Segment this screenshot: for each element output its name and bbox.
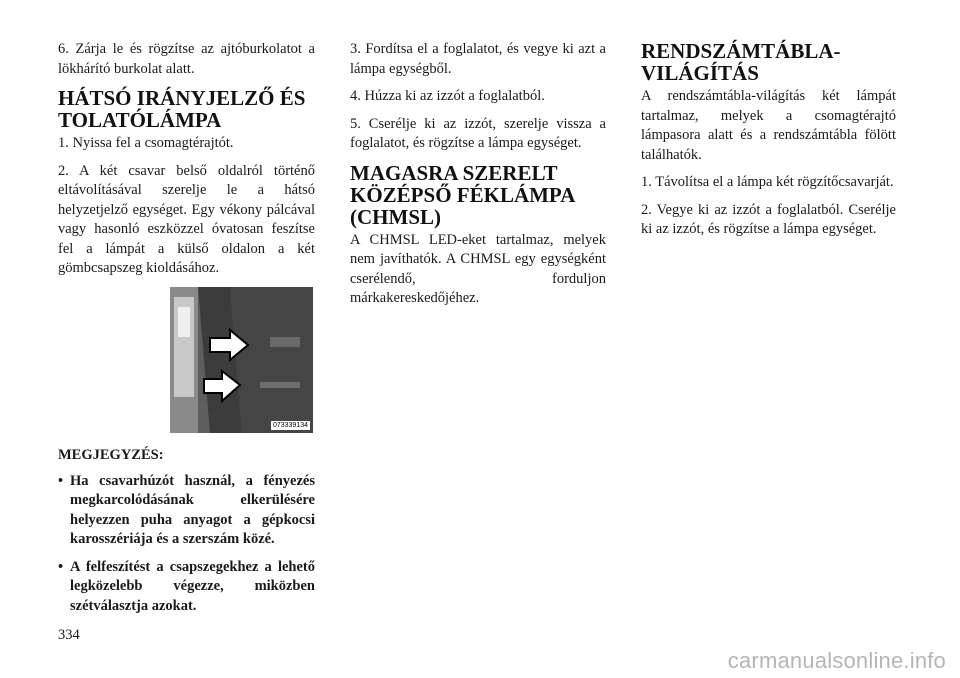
note-title: MEGJEGYZÉS:: [58, 446, 164, 463]
section-heading-license-lamp: RENDSZÁMTÁBLA-VILÁGÍTÁS: [641, 39, 841, 85]
column-1: [58, 40, 315, 624]
license-lamp-body: A rendszámtábla-világítás két lámpát tartalmaz, melyek a csomagtérajtó lámpasora alatt és a rendszámtábla fölött találhatók.: [641, 88, 896, 163]
figure-code: 073339134: [272, 421, 308, 429]
column-2: [350, 40, 606, 317]
section-heading-rear-turn-backup-lamp: HÁTSÓ IRÁNYJELZŐ ÉS TOLATÓLÁMPA: [58, 86, 306, 132]
step-3: 3. Fordítsa el a foglalatot, és vegye ki azt a lámpa egységből.: [350, 41, 606, 77]
note-item: • A felfeszítést a csapszegekhez a lehető legközelebb végezze, miközben szétválasztja azokat.: [58, 558, 315, 614]
step-5: 5. Cserélje ki az izzót, szerelje vissza a foglalatot, és rögzítse a lámpa egységet.: [350, 115, 606, 151]
step-4: 4. Húzza ki az izzót a foglalatból.: [350, 88, 545, 104]
lamp-illustration: [170, 287, 313, 433]
step-1: 1. Nyissa fel a csomagtérajtót.: [58, 135, 234, 151]
note-item: • Ha csavarhúzót használ, a fényezés megkarcolódásának elkerülésére helyezzen puha anyagot a gépkocsi karosszériája és a szerszám közé.: [58, 472, 315, 547]
license-step-1: 1. Távolítsa el a lámpa két rögzítőcsavarját.: [641, 174, 894, 190]
watermark: carmanualsonline.info: [727, 648, 946, 673]
step-2: 2. A két csavar belső oldalról történő eltávolításával szerelje le a hátsó helyzetjelző egységet. Egy vékony pálcával vagy hasonló eszközzel óvatosan feszítse fel a lámpát a külső oldalon a két gömbcsapszeg kioldásához.: [58, 162, 315, 276]
column-3: [641, 40, 896, 248]
note-list: [58, 472, 315, 617]
page-number: 334: [58, 627, 80, 643]
intro-step: 6. Zárja le és rögzítse az ajtóburkolatot a lökhárító burkolat alatt.: [58, 41, 315, 77]
chmsl-body: A CHMSL LED-eket tartalmaz, melyek nem javíthatók. A CHMSL egy egységként cserélendő, forduljon márkakereskedőjéhez.: [350, 231, 606, 306]
license-step-2: 2. Vegye ki az izzót a foglalatból. Cserélje ki az izzót, és rögzítse a lámpa egységet.: [641, 201, 896, 237]
section-heading-chmsl: MAGASRA SZERELT KÖZÉPSŐ FÉKLÁMPA (CHMSL): [350, 160, 575, 229]
lamp-removal-figure: [170, 287, 313, 433]
